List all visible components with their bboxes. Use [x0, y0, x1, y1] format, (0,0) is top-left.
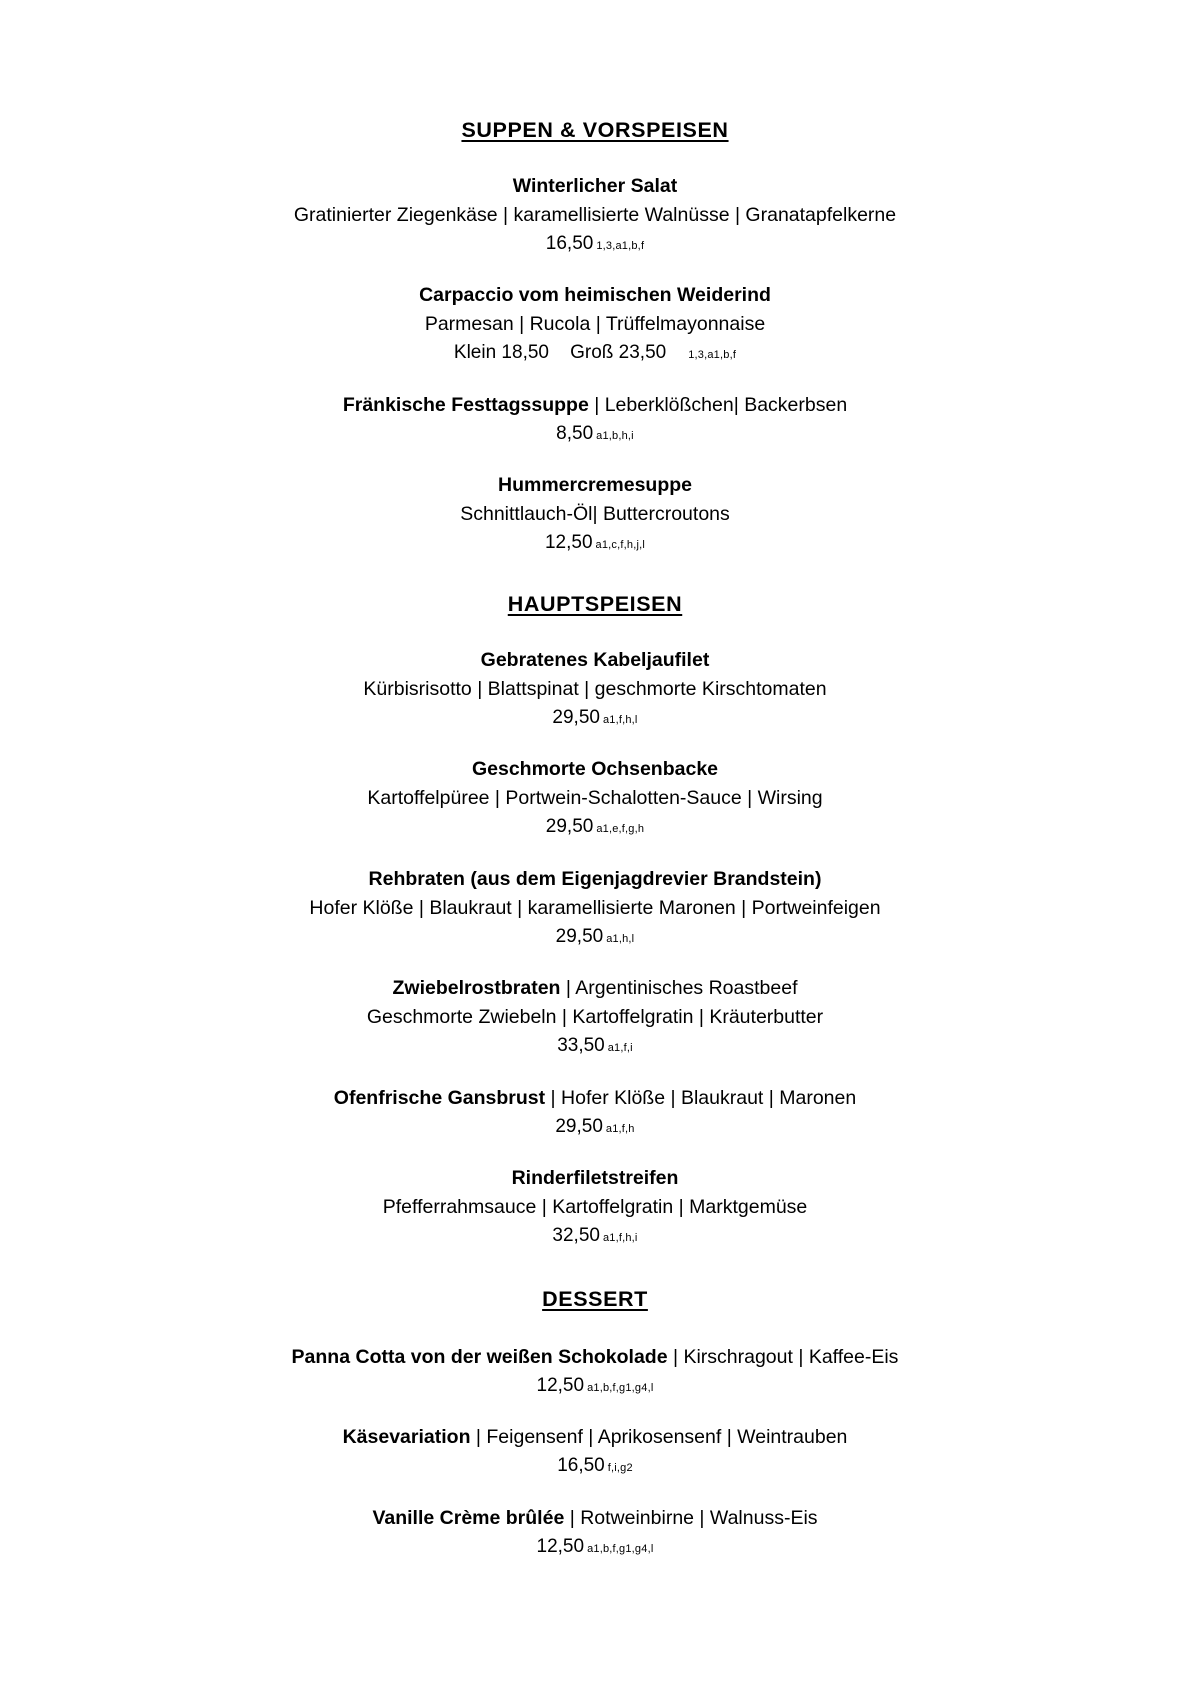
dish-description: Kürbisrisotto | Blattspinat | geschmorte Kirschtomaten [363, 677, 827, 700]
dish-allergens: f,i,g2 [607, 1462, 633, 1475]
dish-name-text: Fränkische Festtagssuppe [342, 393, 589, 416]
menu-item [150, 1505, 1040, 1560]
menu-item [150, 472, 1040, 555]
dish-name [150, 1424, 1040, 1451]
dish-price: 12,50 [536, 1535, 585, 1557]
dish-description: Schnittlauch-Öl| Buttercroutons [460, 503, 730, 526]
dish-name-suffix: | Argentinisches Roastbeef [560, 977, 798, 1000]
dish-name-suffix: | Hofer Klöße | Blaukraut | Maronen [545, 1086, 857, 1109]
dish-allergens: a1,h,l [606, 932, 635, 945]
dish-price-line [150, 340, 1040, 366]
menu-item [150, 392, 1040, 447]
section-title-hauptspeisen: HAUPTSPEISEN [507, 591, 683, 616]
dish-price: 12,50 [536, 1374, 585, 1396]
dish-name-suffix: | Leberklößchen| Backerbsen [588, 393, 848, 416]
dish-name [150, 1505, 1040, 1532]
dish-name-text: Ofenfrische Gansbrust [333, 1086, 546, 1109]
dish-price: 33,50 [557, 1035, 605, 1057]
dish-price-line [150, 814, 1040, 840]
dish-price: 29,50 [555, 925, 604, 947]
dish-name [150, 975, 1040, 1002]
dish-price-large: Groß 23,50 [570, 342, 667, 364]
dish-name-text: Käsevariation [342, 1426, 471, 1449]
dish-name: Winterlicher Salat [512, 175, 678, 197]
menu-item [150, 756, 1040, 839]
dish-name-suffix: | Rotweinbirne | Walnuss-Eis [564, 1506, 818, 1529]
dish-price-line [150, 924, 1040, 950]
section-title-dessert: DESSERT [542, 1286, 648, 1311]
dish-allergens: 1,3,a1,b,f [688, 349, 737, 362]
dish-price-line [150, 705, 1040, 731]
dish-name: Geschmorte Ochsenbacke [471, 758, 719, 781]
dish-allergens: a1,b,h,i [596, 429, 634, 442]
dish-allergens: a1,b,f,g1,g4,l [587, 1381, 654, 1394]
dish-price-line [150, 1453, 1040, 1479]
dish-name-suffix: | Feigensenf | Aprikosensenf | Weintrauben [470, 1426, 848, 1449]
dish-name: Hummercremesuppe [498, 474, 692, 497]
dish-name [150, 1344, 1040, 1371]
dish-price-small: Klein 18,50 [453, 342, 549, 364]
dish-name: Carpaccio vom heimischen Weiderind [419, 284, 771, 307]
dish-description: Parmesan | Rucola | Trüffelmayonnaise [424, 313, 766, 336]
menu-item [150, 282, 1040, 365]
dish-price-line [150, 530, 1040, 556]
menu-item [150, 1085, 1040, 1140]
dish-price: 16,50 [557, 1455, 605, 1477]
menu-item [150, 975, 1040, 1058]
dish-allergens: a1,f,h,i [602, 1232, 638, 1245]
dish-price-line [150, 1114, 1040, 1140]
dish-allergens: a1,f,h,l [602, 713, 638, 726]
dish-allergens: a1,f,h [605, 1122, 635, 1135]
dish-price-line [150, 421, 1040, 447]
dish-price: 16,50 [545, 232, 594, 254]
dish-price-line [150, 1223, 1040, 1249]
dish-name-text: Panna Cotta von der weißen Schokolade [291, 1345, 668, 1368]
menu-item [150, 1165, 1040, 1248]
menu-content [150, 118, 1040, 1559]
dish-description: Pfefferrahmsauce | Kartoffelgratin | Marktgemüse [382, 1196, 808, 1219]
dish-price-line [150, 231, 1040, 257]
dish-price: 12,50 [544, 532, 593, 554]
dish-description: Geschmorte Zwiebeln | Kartoffelgratin | Kräuterbutter [366, 1006, 824, 1029]
dish-allergens: 1,3,a1,b,f [596, 239, 645, 252]
dish-price: 29,50 [555, 1115, 603, 1137]
dish-price: 32,50 [552, 1225, 600, 1247]
dish-name [150, 392, 1040, 419]
dish-price: 8,50 [556, 422, 594, 444]
dish-name [150, 1085, 1040, 1112]
dish-name: Rehbraten (aus dem Eigenjagdrevier Brandstein) [368, 867, 822, 890]
dish-description: Hofer Klöße | Blaukraut | karamellisierte Maronen | Portweinfeigen [309, 896, 881, 919]
menu-item [150, 1344, 1040, 1399]
dish-name-text: Vanille Crème brûlée [372, 1506, 565, 1529]
menu-item [150, 647, 1040, 730]
dish-allergens: a1,b,f,g1,g4,l [587, 1542, 654, 1555]
dish-price: 29,50 [545, 816, 594, 838]
dish-name-suffix: | Kirschragout | Kaffee-Eis [667, 1345, 899, 1368]
menu-item [150, 1424, 1040, 1479]
dish-name-text: Zwiebelrostbraten [392, 977, 561, 1000]
dish-description: Kartoffelpüree | Portwein-Schalotten-Sauce | Wirsing [367, 787, 823, 810]
menu-item [150, 866, 1040, 949]
dish-name: Rinderfiletstreifen [511, 1167, 679, 1190]
section-title-suppen-vorspeisen: SUPPEN & VORSPEISEN [461, 118, 729, 142]
dish-price: 29,50 [552, 706, 600, 728]
dish-allergens: a1,f,i [607, 1042, 633, 1055]
dish-price-line [150, 1033, 1040, 1059]
dish-allergens: a1,c,f,h,j,l [595, 539, 646, 552]
dish-price-line [150, 1373, 1040, 1399]
dish-price-line [150, 1534, 1040, 1560]
dish-name: Gebratenes Kabeljaufilet [480, 648, 710, 671]
dish-description: Gratinierter Ziegenkäse | karamellisierte Walnüsse | Granatapfelkerne [293, 203, 897, 226]
dish-allergens: a1,e,f,g,h [596, 823, 645, 836]
menu-item [150, 173, 1040, 256]
